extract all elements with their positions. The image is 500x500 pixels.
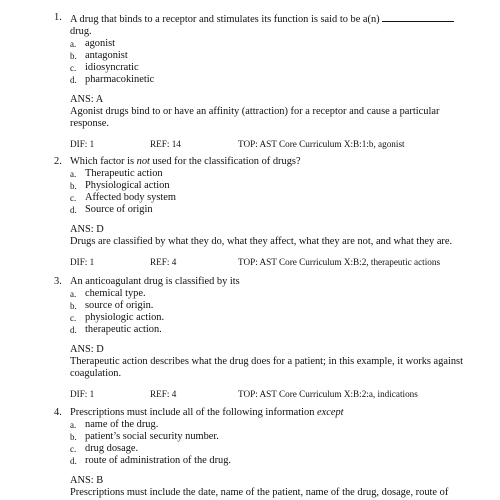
rationale: Agonist drugs bind to or have an affinity (attraction) for a receptor and cause a particular response. xyxy=(70,106,440,129)
topic: TOP: AST Core Curriculum X:B:2, therapeutic actions xyxy=(238,257,441,267)
choice-d: d. route of administration of the drug. xyxy=(70,455,232,466)
question-meta xyxy=(70,388,478,400)
topic: TOP: AST Core Curriculum X:B:1:b, agonist xyxy=(238,139,405,149)
question-stem: Prescriptions must include all of the following information except xyxy=(70,407,344,418)
rationale: Prescriptions must include the date, name of the patient, name of the drug, dosage, route of xyxy=(70,487,449,498)
question-meta xyxy=(70,138,478,150)
question-1 xyxy=(54,12,478,150)
question-number: 2. xyxy=(54,156,62,167)
choice-d: d. therapeutic action. xyxy=(70,324,162,335)
choice-b: b. antagonist xyxy=(70,50,128,61)
choice-a: a. name of the drug. xyxy=(70,419,159,430)
reference: REF: 14 xyxy=(150,139,181,149)
answer-key: ANS: D xyxy=(70,344,104,355)
rationale: Therapeutic action describes what the drug does for a patient; in this example, it works against coagulation. xyxy=(70,356,463,379)
difficulty: DIF: 1 xyxy=(70,139,95,149)
rationale: Drugs are classified by what they do, what they affect, what they are not, and what they are. xyxy=(70,236,453,247)
choice-d: d. Source of origin xyxy=(70,204,153,215)
choice-list xyxy=(70,168,478,216)
choice-list xyxy=(70,288,478,336)
question-number: 3. xyxy=(54,276,62,287)
choice-list xyxy=(70,38,478,86)
question-stem: An anticoagulant drug is classified by its xyxy=(70,276,240,287)
choice-b: b. patient’s social security number. xyxy=(70,431,219,442)
question-meta xyxy=(70,256,478,268)
question-4 xyxy=(54,407,478,499)
question-stem: Which factor is not used for the classification of drugs? xyxy=(70,156,301,167)
choice-c: c. physiologic action. xyxy=(70,312,165,323)
choice-a: a. agonist xyxy=(70,38,116,49)
choice-d: d. pharmacokinetic xyxy=(70,74,155,85)
topic: TOP: AST Core Curriculum X:B:2:a, indications xyxy=(238,389,418,399)
choice-a: a. chemical type. xyxy=(70,288,146,299)
question-3 xyxy=(54,276,478,400)
choice-c: c. Affected body system xyxy=(70,192,176,203)
answer-blank xyxy=(382,12,454,22)
difficulty: DIF: 1 xyxy=(70,257,95,267)
question-2 xyxy=(54,156,478,268)
choice-b: b. source of origin. xyxy=(70,300,154,311)
answer-key: ANS: B xyxy=(70,475,104,486)
choice-b: b. Physiological action xyxy=(70,180,170,191)
difficulty: DIF: 1 xyxy=(70,389,95,399)
question-number: 4. xyxy=(54,407,62,418)
question-stem: A drug that binds to a receptor and stimulates its function is said to be a(n) drug. xyxy=(70,12,478,38)
reference: REF: 4 xyxy=(150,389,177,399)
reference: REF: 4 xyxy=(150,257,177,267)
choice-c: c. drug dosage. xyxy=(70,443,139,454)
answer-key: ANS: D xyxy=(70,224,104,235)
question-number: 1. xyxy=(54,12,62,23)
choice-a: a. Therapeutic action xyxy=(70,168,163,179)
answer-key: ANS: A xyxy=(70,94,104,105)
choice-c: c. idiosyncratic xyxy=(70,62,139,73)
choice-list xyxy=(70,419,478,467)
